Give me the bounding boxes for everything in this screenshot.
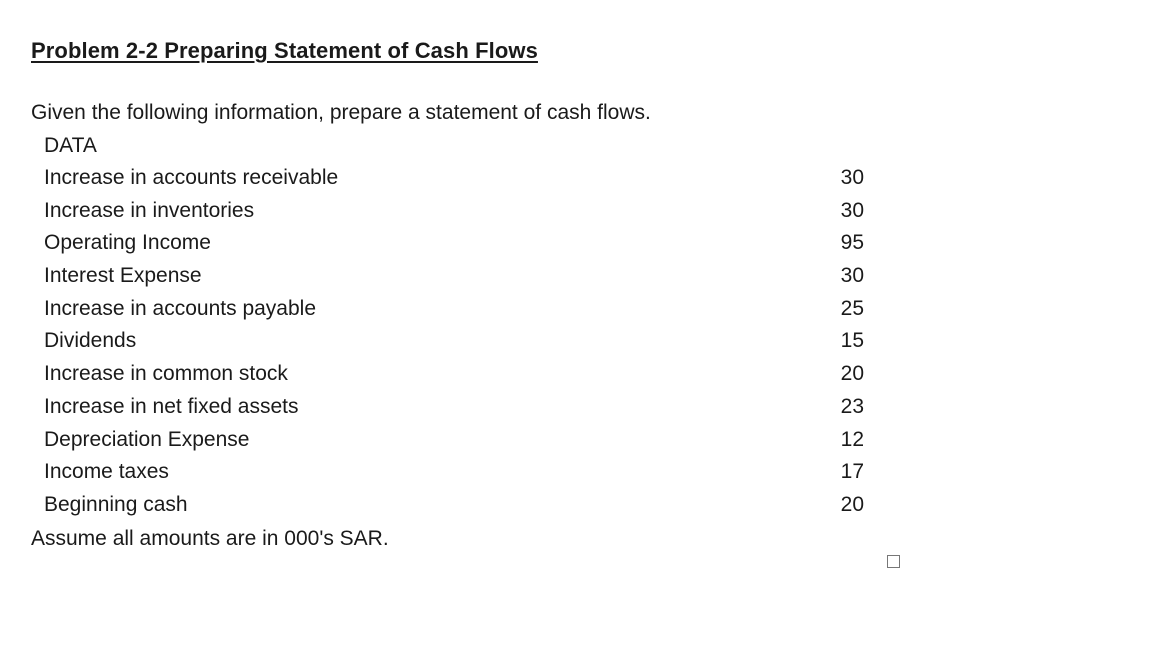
item-label: Beginning cash bbox=[44, 492, 188, 516]
item-label: Dividends bbox=[44, 329, 137, 353]
item-value: 20 bbox=[840, 362, 864, 386]
item-label: Interest Expense bbox=[44, 264, 202, 288]
item-value: 30 bbox=[840, 198, 864, 222]
item-label: Income taxes bbox=[44, 460, 169, 484]
list-item bbox=[44, 231, 864, 264]
list-item bbox=[44, 329, 864, 362]
item-value: 17 bbox=[840, 460, 864, 484]
item-value: 95 bbox=[840, 231, 864, 255]
item-label: Increase in inventories bbox=[44, 198, 255, 222]
list-item bbox=[44, 362, 864, 395]
checkbox[interactable] bbox=[887, 555, 900, 568]
instructions-text: Given the following information, prepare a statement of cash flows. bbox=[31, 101, 651, 124]
item-value: 12 bbox=[840, 427, 864, 451]
list-item bbox=[44, 264, 864, 297]
units-note: Assume all amounts are in 000's SAR. bbox=[31, 527, 389, 550]
item-value: 30 bbox=[840, 166, 864, 189]
list-item bbox=[44, 297, 864, 330]
item-label: Increase in accounts payable bbox=[44, 296, 317, 320]
item-value: 25 bbox=[840, 296, 864, 320]
item-label: Operating Income bbox=[44, 231, 211, 255]
item-label: Increase in net fixed assets bbox=[44, 394, 299, 418]
list-item bbox=[44, 395, 864, 428]
item-label: Increase in common stock bbox=[44, 362, 288, 386]
item-value: 30 bbox=[840, 264, 864, 288]
list-item bbox=[44, 460, 864, 493]
data-list bbox=[44, 166, 864, 526]
item-value: 23 bbox=[840, 394, 864, 418]
list-item bbox=[44, 199, 864, 232]
page-title: Problem 2-2 Preparing Statement of Cash Flows bbox=[31, 38, 538, 63]
item-value: 15 bbox=[840, 329, 864, 353]
item-value: 20 bbox=[840, 492, 864, 516]
data-heading: DATA bbox=[44, 134, 97, 157]
list-item bbox=[44, 166, 864, 199]
item-label: Increase in accounts receivable bbox=[44, 166, 339, 189]
item-label: Depreciation Expense bbox=[44, 427, 250, 451]
list-item bbox=[44, 428, 864, 461]
list-item bbox=[44, 493, 864, 526]
